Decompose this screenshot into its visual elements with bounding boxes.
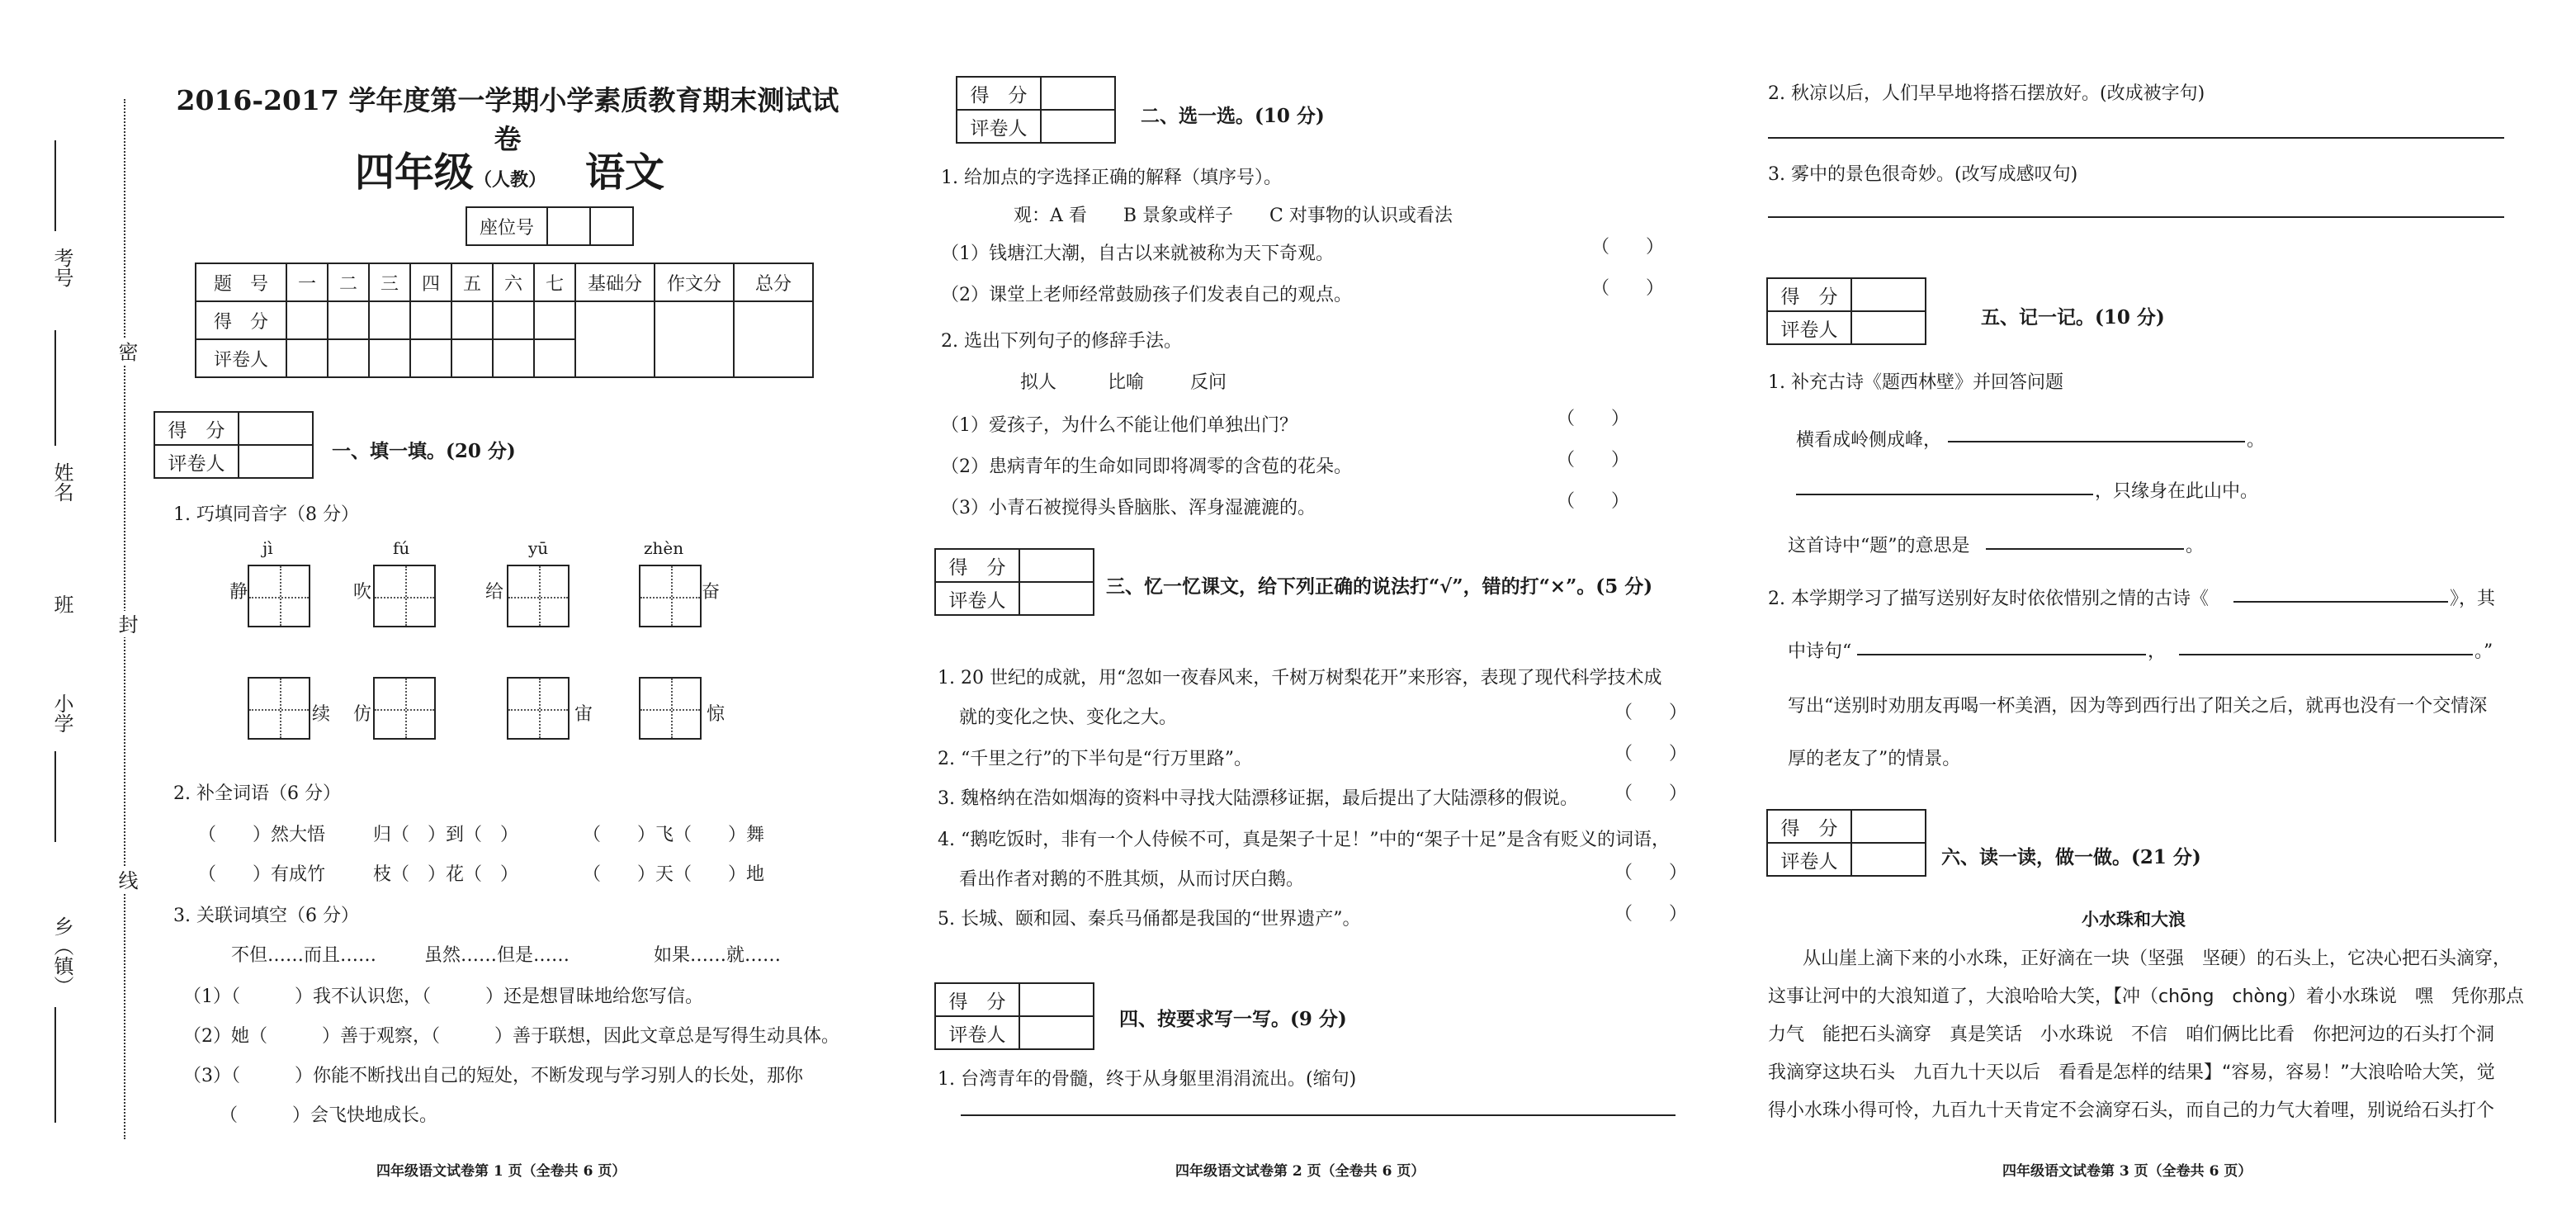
- answer-paren[interactable]: （ ）: [1591, 278, 1665, 299]
- score-row-label: 得 分: [196, 301, 286, 339]
- q5-2f: 写出“送别时劝朋友再喝一杯美酒，因为等到西行出了阳关之后，就再也没有一个交情深: [1788, 696, 2488, 717]
- poem-question: 这首诗中“题”的意思是: [1788, 536, 1970, 556]
- tianzi-box[interactable]: [639, 565, 702, 627]
- q1-3-2: （2）她（ ）善于观察，（ ）善于联想，因此文章总是写得生动具体。: [183, 1026, 839, 1047]
- char: 奋: [702, 582, 721, 603]
- q2-1-2: （2）课堂上老师经常鼓励孩子们发表自己的观点。: [941, 285, 1352, 305]
- q3-2: 2. “千里之行”的下半句是“行万里路”。: [938, 749, 1252, 769]
- char: 给: [485, 582, 504, 603]
- q5-2c: 中诗句“: [1788, 641, 1852, 662]
- answer-line[interactable]: [1986, 548, 2184, 550]
- seal-feng: 封: [112, 611, 141, 637]
- q2-2-2: （2）患病青年的生命如同即将凋零的含苞的花朵。: [941, 457, 1352, 477]
- exam-title: 2016-2017 学年度第一学期小学素质教育期末测试试卷: [176, 84, 839, 155]
- seat-label: 座位号: [466, 207, 547, 245]
- score-table: [195, 263, 814, 378]
- tianzi-box[interactable]: [248, 677, 310, 740]
- answer-paren[interactable]: （ ）: [1614, 703, 1688, 723]
- section6-score-box: 得 分 评卷人: [1766, 809, 1926, 877]
- q1-2-label: 2. 补全词语（6 分）: [173, 783, 341, 804]
- q3-4b: 看出作者对鹅的不胜其烦，从而讨厌白鹅。: [959, 869, 1305, 890]
- pinyin: jì: [262, 538, 273, 558]
- section6-title: 六、读一读，做一做。(21 分): [1941, 846, 2201, 868]
- rhetoric-option: 比喻: [1108, 372, 1145, 393]
- char: 仿: [353, 704, 372, 725]
- seat-cell-2[interactable]: [590, 207, 633, 245]
- passage-line: 我滴穿这块石头 九百九十天以后 看看是怎样的结果】“容易，容易！”大浪哈哈大笑，觉: [1768, 1062, 2495, 1083]
- q5-2: 2. 本学期学习了描写送别好友时依依惜别之情的古诗《: [1768, 589, 2209, 609]
- tianzi-box[interactable]: [373, 565, 436, 627]
- answer-line[interactable]: [1948, 441, 2245, 442]
- idiom-blank[interactable]: （ ）飞（ ）舞: [583, 825, 765, 845]
- q2-2-3: （3）小青石被搅得头昏脑胀、浑身湿漉漉的。: [941, 498, 1316, 518]
- section2-score-box: 得 分 评卷人: [956, 76, 1116, 144]
- punct: 。: [2247, 430, 2266, 451]
- answer-paren[interactable]: （ ）: [1614, 904, 1688, 925]
- answer-line[interactable]: [1796, 494, 2093, 495]
- exam-number-line: [54, 140, 56, 231]
- class-label: 班: [50, 594, 73, 614]
- char: 宙: [574, 704, 593, 725]
- grader-row-label: 评卷人: [196, 339, 286, 377]
- answer-line[interactable]: [1857, 654, 2146, 655]
- q3-1: 1. 20 世纪的成就，用“忽如一夜春风来，千树万树梨花开”来形容，表现了现代科学技术成: [938, 668, 1662, 688]
- rhetoric-option: 拟人: [1020, 372, 1057, 393]
- grade-heading: [355, 140, 664, 197]
- char: 静: [229, 582, 248, 603]
- tianzi-box[interactable]: [507, 565, 570, 627]
- score-header: 七: [534, 263, 575, 301]
- school-label: 小学: [50, 693, 73, 733]
- q3-5: 5. 长城、颐和园、秦兵马俑都是我国的“世界遗产”。: [938, 909, 1361, 930]
- q4-3: 3. 雾中的景色很奇妙。(改写成感叹句): [1768, 164, 2078, 185]
- idiom-blank[interactable]: 归（ ）到（ ）: [373, 825, 519, 845]
- tianzi-box[interactable]: [248, 565, 310, 627]
- idiom-blank[interactable]: （ ）有成竹: [198, 864, 326, 885]
- footer-page-3: 四年级语文试卷第 3 页（全卷共 6 页）: [2002, 1163, 2252, 1180]
- footer-page-2: 四年级语文试卷第 2 页（全卷共 6 页）: [1175, 1163, 1425, 1180]
- q5-2b: 》，其: [2450, 589, 2496, 609]
- idiom-blank[interactable]: 枝（ ）花（ ）: [373, 864, 519, 885]
- passage-line: 得小水珠小得可怜，九百九十天肯定不会滴穿石头，而自己的力气大着哩，别说给石头打个: [1768, 1100, 2495, 1121]
- q1-1-label: 1. 巧填同音字（8 分）: [173, 504, 359, 525]
- conjunction-option: 虽然……但是……: [424, 945, 570, 966]
- punct: 。”: [2474, 641, 2493, 662]
- q5-2g: 厚的老友了”的情景。: [1788, 749, 1961, 769]
- name-label: 姓名: [50, 462, 73, 502]
- pinyin: yū: [528, 538, 549, 558]
- section2-title: 二、选一选。(10 分): [1141, 105, 1325, 127]
- pinyin: zhèn: [644, 538, 684, 558]
- q3-4: 4. “鹅吃饭时，非有一个人侍候不可，真是架子十足！”中的“架子十足”是含有贬义的词语，: [938, 830, 1670, 850]
- rhetoric-option: 反问: [1190, 372, 1227, 393]
- name-line: [54, 330, 56, 446]
- school-line: [54, 751, 56, 842]
- seat-number-box: [466, 206, 634, 246]
- seat-cell-1[interactable]: [547, 207, 590, 245]
- char: 续: [312, 704, 331, 725]
- punct: ，: [2148, 641, 2167, 662]
- q3-3: 3. 魏格纳在浩如烟海的资料中寻找大陆漂移证据，最后提出了大陆漂移的假说。: [938, 788, 1578, 809]
- poem-line-2: ，只缘身在此山中。: [2095, 481, 2259, 502]
- score-header: 题 号: [196, 263, 286, 301]
- subject-text: 语文: [585, 149, 665, 196]
- score-header: 四: [410, 263, 451, 301]
- answer-paren[interactable]: （ ）: [1614, 744, 1688, 764]
- conjunction-option: 如果……就……: [654, 945, 782, 966]
- score-header: 三: [369, 263, 410, 301]
- char: 惊: [707, 704, 726, 725]
- poem-line-1: 横看成岭侧成峰，: [1796, 430, 1942, 451]
- q1-3-label: 3. 关联词填空（6 分）: [173, 906, 359, 926]
- section1-title: 一、填一填。(20 分): [332, 440, 516, 462]
- section3-title: 三、忆一忆课文，给下列正确的说法打“√”，错的打“×”。(5 分): [1106, 575, 1653, 598]
- answer-line[interactable]: [1768, 137, 2504, 139]
- q1-3-3: （3）（ ）你能不断找出自己的短处，不断发现与学习别人的长处，那你: [183, 1066, 803, 1086]
- section3-score-box: 得 分 评卷人: [934, 548, 1094, 616]
- township-label: 乡（镇）: [50, 916, 73, 996]
- passage-line: 这事让河中的大浪知道了，大浪哈哈大笑，【冲（chōng chòng）着小水珠说 嘿 凭你那点: [1768, 986, 2524, 1007]
- score-header: 作文分: [655, 263, 734, 301]
- answer-line[interactable]: [1768, 216, 2504, 218]
- punct: 。: [2186, 536, 2205, 556]
- section5-title: 五、记一记。(10 分): [1981, 306, 2165, 329]
- tianzi-box[interactable]: [373, 677, 436, 740]
- answer-paren[interactable]: （ ）: [1557, 491, 1630, 512]
- seal-mi: 密: [112, 338, 141, 365]
- score-header: 一: [286, 263, 328, 301]
- pinyin: fú: [393, 538, 410, 558]
- exam-number-label: 考号: [50, 248, 73, 287]
- section5-score-box: 得 分 评卷人: [1766, 277, 1926, 345]
- char: 吹: [353, 582, 372, 603]
- q4-1: 1. 台湾青年的骨髓，终于从身躯里涓涓流出。(缩句): [938, 1069, 1357, 1090]
- township-line: [54, 1007, 56, 1123]
- conjunction-option: 不但……而且……: [231, 945, 377, 966]
- passage-line: 从山崖上滴下来的小水珠，正好滴在一块（坚强 坚硬）的石头上，它决心把石头滴穿，: [1803, 949, 2512, 969]
- q3-1b: 就的变化之快、变化之大。: [959, 707, 1178, 728]
- footer-page-1: 四年级语文试卷第 1 页（全卷共 6 页）: [376, 1163, 626, 1180]
- q2-1: 1. 给加点的字选择正确的解释（填序号）。: [941, 168, 1282, 188]
- answer-line[interactable]: [2179, 654, 2473, 655]
- section4-title: 四、按要求写一写。(9 分): [1119, 1008, 1347, 1030]
- answer-paren[interactable]: （ ）: [1557, 409, 1630, 429]
- score-header: 二: [328, 263, 369, 301]
- edition-text: （人教）: [474, 169, 547, 191]
- seal-xian: 线: [112, 867, 141, 893]
- q4-2: 2. 秋凉以后，人们早早地将搭石摆放好。(改成被字句): [1768, 83, 2205, 104]
- idiom-blank[interactable]: （ ）然大悟: [198, 825, 326, 845]
- grade-text: 四年级: [355, 149, 475, 196]
- answer-line[interactable]: [2233, 601, 2448, 603]
- answer-line[interactable]: [961, 1114, 1676, 1116]
- passage-title: 小水珠和大浪: [2082, 909, 2186, 930]
- q2-1-options: 观：A 看 B 景象或样子 C 对事物的认识或看法: [1014, 206, 1453, 226]
- answer-paren[interactable]: （ ）: [1591, 237, 1665, 258]
- answer-paren[interactable]: （ ）: [1557, 450, 1630, 471]
- score-header: 总分: [734, 263, 813, 301]
- q5-1: 1. 补充古诗《题西林壁》并回答问题: [1768, 372, 2063, 393]
- answer-paren[interactable]: （ ）: [1614, 863, 1688, 883]
- section1-score-box: 得 分 评卷人: [154, 411, 314, 479]
- q2-2: 2. 选出下列句子的修辞手法。: [941, 331, 1182, 352]
- idiom-blank[interactable]: （ ）天（ ）地: [583, 864, 765, 885]
- passage-line: 力气 能把石头滴穿 真是笑话 小水珠说 不信 咱们俩比比看 你把河边的石头打个洞: [1768, 1024, 2495, 1045]
- score-header: 基础分: [575, 263, 655, 301]
- q1-3-3b: （ ）会飞快地成长。: [220, 1105, 438, 1126]
- q1-3-1: （1）（ ）我不认识您，（ ）还是想冒昧地给您写信。: [183, 986, 703, 1007]
- q2-2-1: （1）爱孩子，为什么不能让他们单独出门？: [941, 415, 1297, 436]
- section4-score-box: 得 分 评卷人: [934, 982, 1094, 1050]
- score-header: 五: [451, 263, 493, 301]
- tianzi-box[interactable]: [507, 677, 570, 740]
- answer-paren[interactable]: （ ）: [1614, 783, 1688, 804]
- tianzi-box[interactable]: [639, 677, 702, 740]
- score-header: 六: [493, 263, 534, 301]
- q2-1-1: （1）钱塘江大潮，自古以来就被称为天下奇观。: [941, 244, 1334, 264]
